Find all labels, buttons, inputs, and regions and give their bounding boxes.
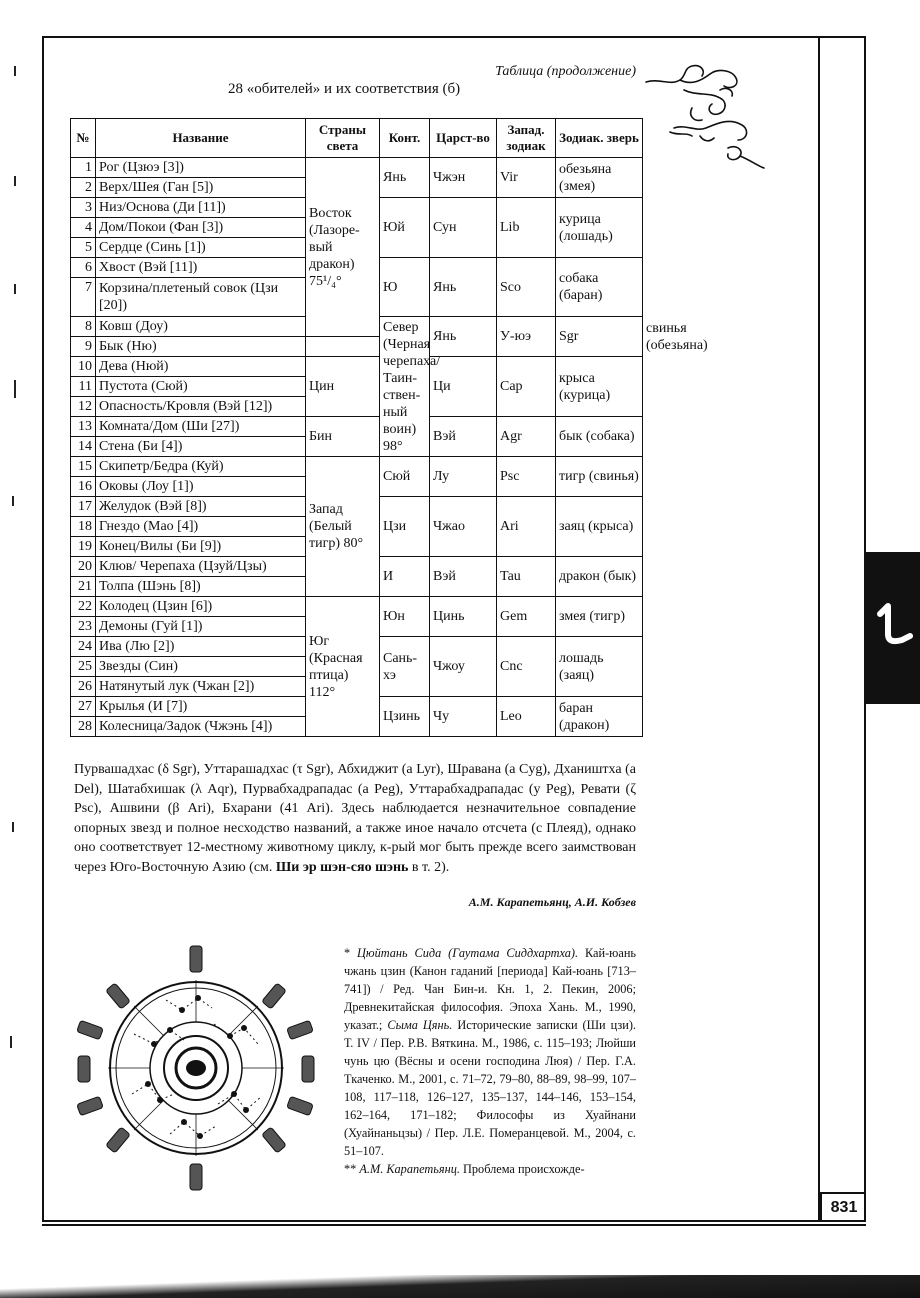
cont-cell: Цин	[306, 357, 380, 417]
margin-mark	[14, 66, 16, 76]
footnote-text: Исторические записки (Ши цзи). Т. IV / Пер. Р.В. Вяткина. М., 1986, с. 115–193; Люйши чунь цю (Вёсны и осени господина Люя) / Пер. Г.А. Ткаченко. М., 2001, с. 71–72, 79–80, 88–89, 98–99, 107–108, 117–118, 126–127, 135–137, 144–146, 153–154, 162–164, 171–182; Философы из Хуайнани (Хуайнаньцзы) / Пер. Л.Е. Померанцевой. М., 2004, с. 51–107.	[344, 1018, 636, 1158]
row-name: Натянутый лук (Чжан [2])	[96, 677, 306, 697]
cont-cell: Сань-хэ	[380, 637, 430, 697]
row-name: Демоны (Гуй [1])	[96, 617, 306, 637]
realm-cell: Сун	[430, 198, 497, 258]
row-number: 23	[71, 617, 96, 637]
table-row: 8 Ковш (Доу) Север (Черная черепаха/ Таин-ствен-ный воин) 98° Янь У-юэ Sgr свинья (обезьяна)	[71, 317, 643, 337]
zodiac-cell: Tau	[497, 557, 556, 597]
body-paragraph	[74, 760, 636, 878]
zodiac-cell: Lib	[497, 198, 556, 258]
margin-mark	[10, 1036, 12, 1048]
row-name: Толпа (Шэнь [8])	[96, 577, 306, 597]
row-number: 3	[71, 198, 96, 218]
footnote-author: Сыма Цянь.	[387, 1018, 453, 1032]
row-number: 25	[71, 657, 96, 677]
row-number: 17	[71, 497, 96, 517]
realm-cell: Вэй	[430, 557, 497, 597]
paragraph-text: Пурвашадхас (δ Sgr), Уттарашадхас (τ Sgr), Абхиджит (a Lyr), Шравана (a Cyg), Дхаништха (a Del), Шатабхишак (λ Aqr), Пурвабхадрападас (a Peg), Уттарабхадрападас (y Peg), Ревати (ζ Psc), Ашвини (β Ari), Бхарани (41 Ari). Здесь наблюдается незначительное совпадение опорных звезд и полное несходство названий, а также иное начало отсчета (с Плеяд), однако оно соответствует 12-местному животному циклу, к-рый мог быть прежде всего заимствован через Юго-Восточную Азию (см.	[74, 762, 636, 875]
footnote-marker: *	[344, 946, 351, 960]
direction-north: Север (Черная черепаха/ Таин-ствен-ный воин) 98°	[380, 317, 430, 457]
row-name: Комната/Дом (Ши [27])	[96, 417, 306, 437]
footnotes	[344, 944, 636, 1178]
row-number: 13	[71, 417, 96, 437]
header-number: №	[71, 119, 96, 158]
realm-cell: У-юэ	[497, 317, 556, 357]
animal-cell: баран (дракон)	[556, 697, 643, 737]
row-number: 27	[71, 697, 96, 717]
margin-mark	[14, 380, 16, 398]
realm-cell: Цинь	[430, 597, 497, 637]
row-name: Ковш (Доу)	[96, 317, 306, 337]
row-number: 6	[71, 258, 96, 278]
footnote-text: Кай-юань чжань цзин (Канон гаданий [периода] Кай-юань [713–741]) / Ред. Чан Бин-и. Кн. 1, 2. Пекин, 2006; Древнекитайская философия. Эпоха Хань. М., 1990, указат.;	[344, 946, 637, 1032]
article-authors: А.М. Карапетьянц, А.И. Кобзев	[468, 895, 636, 909]
zodiac-mandala-illustration	[74, 944, 326, 1198]
row-name: Верх/Шея (Ган [5])	[96, 178, 306, 198]
realm-cell: Лу	[430, 457, 497, 497]
row-name: Желудок (Вэй [8])	[96, 497, 306, 517]
header-zodiac-animal: Зодиак. зверь	[556, 119, 643, 158]
row-name: Хвост (Вэй [11])	[96, 258, 306, 278]
footnote-title: Цюйтань Сида (Гаутама Сиддхартха).	[357, 946, 579, 960]
row-name: Сердце (Синь [1])	[96, 238, 306, 258]
cont-cell: Юй	[380, 198, 430, 258]
row-name: Колодец (Цзин [6])	[96, 597, 306, 617]
row-number: 12	[71, 397, 96, 417]
table-row	[71, 158, 643, 178]
row-number: 4	[71, 218, 96, 238]
zodiac-cell: Leo	[497, 697, 556, 737]
cont-cell: Бин	[306, 417, 380, 457]
table-header-row	[71, 119, 643, 158]
header-direction: Страны света	[306, 119, 380, 158]
row-number: 16	[71, 477, 96, 497]
table-row	[71, 357, 643, 377]
row-name: Дева (Нюй)	[96, 357, 306, 377]
margin-mark	[14, 176, 16, 186]
direction-west: Запад (Белый тигр) 80°	[306, 457, 380, 597]
table-row	[71, 457, 643, 477]
zodiac-cell: Cap	[497, 357, 556, 417]
footnote-text: Проблема происхожде-	[463, 1162, 585, 1176]
zodiac-cell: Agr	[497, 417, 556, 457]
scan-edge	[0, 1275, 920, 1298]
table-caption: Таблица (продолжение)	[495, 64, 636, 79]
row-name: Пустота (Сюй)	[96, 377, 306, 397]
row-name: Стена (Би [4])	[96, 437, 306, 457]
row-name: Звезды (Син)	[96, 657, 306, 677]
row-name: Рог (Цзюэ [3])	[96, 158, 306, 178]
cont-cell: Ю	[380, 258, 430, 317]
animal-cell: обезьяна (змея)	[556, 158, 643, 198]
row-number: 19	[71, 537, 96, 557]
table-row	[71, 597, 643, 617]
row-number: 21	[71, 577, 96, 597]
realm-cell: Вэй	[430, 417, 497, 457]
row-number: 7	[71, 278, 96, 317]
cont-cell: Янь	[430, 317, 497, 357]
row-name: Ива (Лю [2])	[96, 637, 306, 657]
realm-cell: Чу	[430, 697, 497, 737]
row-name: Колесница/Задок (Чжэнь [4])	[96, 717, 306, 737]
margin-mark	[12, 822, 14, 832]
table-row	[71, 417, 643, 437]
page-number: 831	[820, 1192, 866, 1222]
header-realm: Царст-во	[430, 119, 497, 158]
row-name: Клюв/ Черепаха (Цзуй/Цзы)	[96, 557, 306, 577]
animal-cell: дракон (бык)	[556, 557, 643, 597]
row-number: 2	[71, 178, 96, 198]
row-number: 22	[71, 597, 96, 617]
direction-east: Восток (Лазоре-вый дракон) 75¹/₄°	[306, 158, 380, 337]
realm-cell: Ци	[430, 357, 497, 417]
row-number: 1	[71, 158, 96, 178]
footnote-author: А.М. Карапетьянц.	[359, 1162, 460, 1176]
zodiac-cell: Sgr	[556, 317, 643, 357]
header-cont: Конт.	[380, 119, 430, 158]
row-number: 24	[71, 637, 96, 657]
animal-cell: курица (лошадь)	[556, 198, 643, 258]
section-thumb-tab	[866, 552, 920, 704]
row-name: Низ/Основа (Ди [11])	[96, 198, 306, 218]
row-number: 11	[71, 377, 96, 397]
row-name: Оковы (Лоу [1])	[96, 477, 306, 497]
cloud-ornament-icon	[640, 56, 768, 174]
header-name: Название	[96, 119, 306, 158]
row-number: 9	[71, 337, 96, 357]
margin-mark	[12, 496, 14, 506]
row-name: Конец/Вилы (Би [9])	[96, 537, 306, 557]
frame-inner-rule	[818, 36, 820, 1222]
cont-cell: Цзинь	[380, 697, 430, 737]
cont-cell: Юн	[380, 597, 430, 637]
row-name: Дом/Покои (Фан [3])	[96, 218, 306, 238]
footnote-marker: **	[344, 1162, 357, 1176]
section-letter-icon	[866, 552, 920, 704]
realm-cell: Чжао	[430, 497, 497, 557]
row-number: 15	[71, 457, 96, 477]
animal-cell: змея (тигр)	[556, 597, 643, 637]
animal-cell: крыса (курица)	[556, 357, 643, 417]
frame-bottom-rule	[42, 1224, 866, 1226]
row-name: Бык (Ню)	[96, 337, 306, 357]
animal-cell: собака (баран)	[556, 258, 643, 317]
row-number: 5	[71, 238, 96, 258]
table-title: 28 «обителей» и их соответствия (б)	[228, 81, 461, 97]
cross-reference: Ши эр шэн-сяо шэнь	[275, 859, 409, 875]
zodiac-cell: Cnc	[497, 637, 556, 697]
animal-cell: тигр (свинья)	[556, 457, 643, 497]
cont-cell: Янь	[380, 158, 430, 198]
paragraph-end: в т. 2).	[411, 859, 450, 875]
zodiac-cell: Sco	[497, 258, 556, 317]
row-number: 20	[71, 557, 96, 577]
row-name: Гнездо (Мао [4])	[96, 517, 306, 537]
realm-cell: Чжоу	[430, 637, 497, 697]
zodiac-cell: Psc	[497, 457, 556, 497]
row-name: Крылья (И [7])	[96, 697, 306, 717]
cont-cell: И	[380, 557, 430, 597]
animal-cell: лошадь (заяц)	[556, 637, 643, 697]
zodiac-cell: Ari	[497, 497, 556, 557]
direction-south: Юг (Красная птица) 112°	[306, 597, 380, 737]
animal-cell: заяц (крыса)	[556, 497, 643, 557]
animal-cell: бык (собака)	[556, 417, 643, 457]
row-number: 10	[71, 357, 96, 377]
row-name: Скипетр/Бедра (Куй)	[96, 457, 306, 477]
zodiac-cell: Vir	[497, 158, 556, 198]
realm-cell: Янь	[430, 258, 497, 317]
mansions-table	[70, 118, 708, 737]
zodiac-cell: Gem	[497, 597, 556, 637]
realm-cell: Чжэн	[430, 158, 497, 198]
row-name: Корзина/плетеный совок (Цзи [20])	[96, 278, 306, 317]
margin-mark	[14, 284, 16, 294]
cont-cell: Цзи	[380, 497, 430, 557]
row-number: 8	[71, 317, 96, 337]
row-number: 28	[71, 717, 96, 737]
row-number: 18	[71, 517, 96, 537]
cont-cell: Сюй	[380, 457, 430, 497]
row-name: Опасность/Кровля (Вэй [12])	[96, 397, 306, 417]
row-number: 14	[71, 437, 96, 457]
row-number: 26	[71, 677, 96, 697]
header-west-zodiac: Запад. зодиак	[497, 119, 556, 158]
